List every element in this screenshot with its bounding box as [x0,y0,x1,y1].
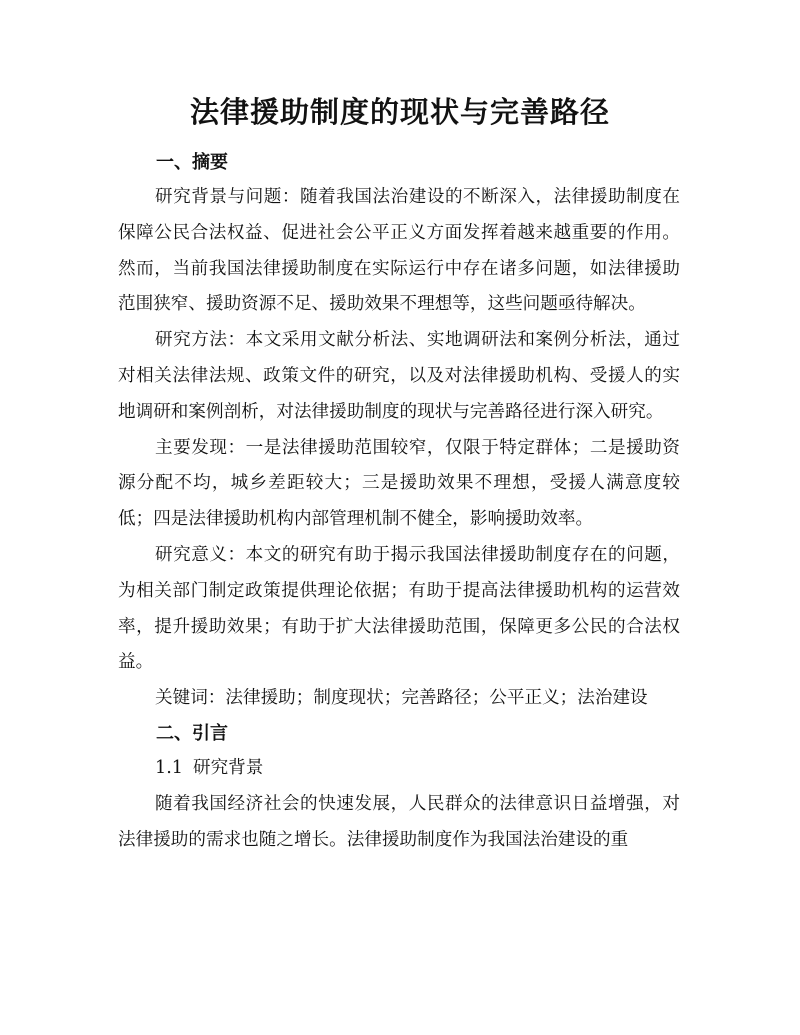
subsection-title: 研究背景 [192,757,264,778]
document-title: 法律援助制度的现状与完善路径 [189,95,610,129]
paragraph-methods: 研究方法：本文采用文献分析法、实地调研法和案例分析法，通过对相关法律法规、政策文件的研究，以及对法律援助机构、受援人的实地调研和案例剖析，对法律援助制度的现状与完善路径进行深入研究。 [118,330,680,422]
section-heading-introduction: 二、引言 [156,722,228,744]
paragraph-significance: 研究意义：本文的研究有助于揭示我国法律援助制度存在的问题，为相关部门制定政策提供理论依据；有助于提高法律援助机构的运营效率，提升援助效果；有助于扩大法律援助范围，保障更多公民的合法权益。 [118,544,680,673]
subsection-number: 1.1 [155,757,183,778]
paragraph-findings: 主要发现：一是法律援助范围较窄，仅限于特定群体；二是援助资源分配不均，城乡差距较大；三是援助效果不理想，受援人满意度较低；四是法律援助机构内部管理机制不健全，影响援助效率。 [118,437,680,530]
keywords-line: 关键词：法律援助；制度现状；完善路径；公平正义；法治建设 [155,688,648,709]
document-body [118,146,680,858]
paragraph-intro: 随着我国经济社会的快速发展，人民群众的法律意识日益增强，对法律援助的需求也随之增长。法律援助制度作为我国法治建设的重 [118,793,680,850]
subsection-heading [118,751,680,787]
paragraph-background: 研究背景与问题：随着我国法治建设的不断深入，法律援助制度在保障公民合法权益、促进社会公平正义方面发挥着越来越重要的作用。然而，当前我国法律援助制度在实际运行中存在诸多问题，如法律援助范围狭窄、援助资源不足、援助效果不理想等，这些问题亟待解决。 [118,187,680,315]
section-heading-abstract: 一、摘要 [156,152,228,173]
